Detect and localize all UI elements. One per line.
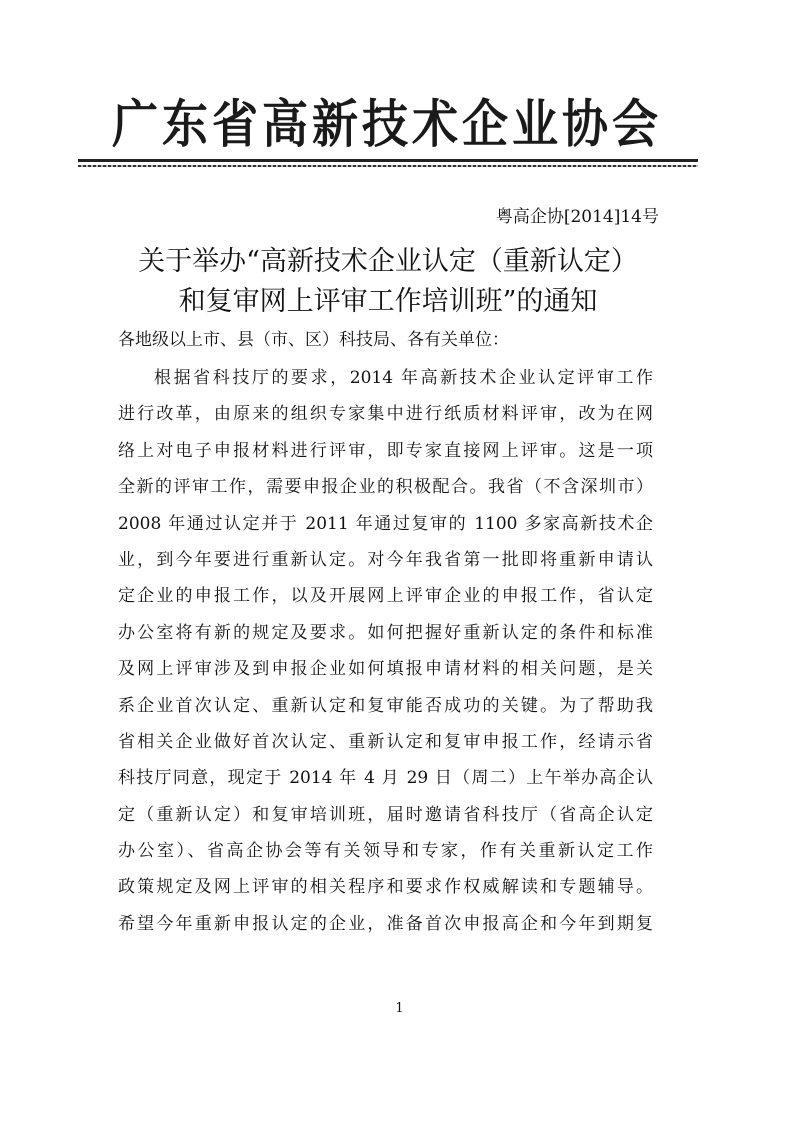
- body-line: 省相关企业做好首次认定、重新认定和复审申报工作，经请示省: [118, 731, 653, 752]
- body-line: 根据省科技厅的要求，2014 年高新技术企业认定评审工作: [154, 368, 653, 388]
- body-text: [118, 360, 653, 942]
- letterhead-rule-thick: [78, 159, 698, 162]
- body-line: 业，到今年要进行重新认定。对今年我省第一批即将重新申请认: [118, 549, 653, 570]
- body-line: 2008 年通过认定并于 2011 年通过复审的 1100 多家高新技术企: [118, 513, 653, 534]
- body-line: 科技厅同意，现定于 2014 年 4 月 29 日（周二）上午举办高企认: [118, 768, 653, 789]
- body-line: 及网上评审涉及到申报企业如何填报申请材料的相关问题，是关: [118, 659, 653, 680]
- body-line: 全新的评审工作，需要申报企业的积极配合。我省（不含深圳市）: [118, 477, 653, 498]
- body-line: 希望今年重新申报认定的企业，准备首次申报高企和今年到期复: [118, 913, 653, 934]
- body-line: 定（重新认定）和复审培训班，届时邀请省科技厅（省高企认定: [118, 804, 653, 825]
- body-line: 办公室将有新的规定及要求。如何把握好重新认定的条件和标准: [118, 622, 653, 643]
- body-line: 络上对电子申报材料进行评审，即专家直接网上评审。这是一项: [118, 440, 653, 461]
- letterhead-rule-thin: [78, 165, 698, 167]
- body-line: 系企业首次认定、重新认定和复审能否成功的关键。为了帮助我: [118, 695, 653, 716]
- body-line: 办公室）、省高企协会等有关领导和专家，作有关重新认定工作: [118, 841, 653, 862]
- document-number: 粤高企协[2014]14号: [495, 207, 659, 227]
- letterhead-title: 广东省高新技术企业协会: [112, 93, 662, 155]
- page-number: 1: [395, 1001, 404, 1016]
- body-line: 政策规定及网上评审的相关程序和要求作权威解读和专题辅导。: [118, 877, 653, 898]
- notice-title-line-2: 和复审网上评审工作培训班”的通知: [178, 286, 598, 317]
- body-line: 定企业的申报工作，以及开展网上评审企业的申报工作，省认定: [118, 586, 653, 607]
- salutation: 各地级以上市、县（市、区）科技局、各有关单位：: [118, 330, 509, 350]
- body-line: 进行改革，由原来的组织专家集中进行纸质材料评审，改为在网: [118, 404, 653, 425]
- notice-title-line-1: 关于举办“高新技术企业认定（重新认定）: [138, 246, 638, 277]
